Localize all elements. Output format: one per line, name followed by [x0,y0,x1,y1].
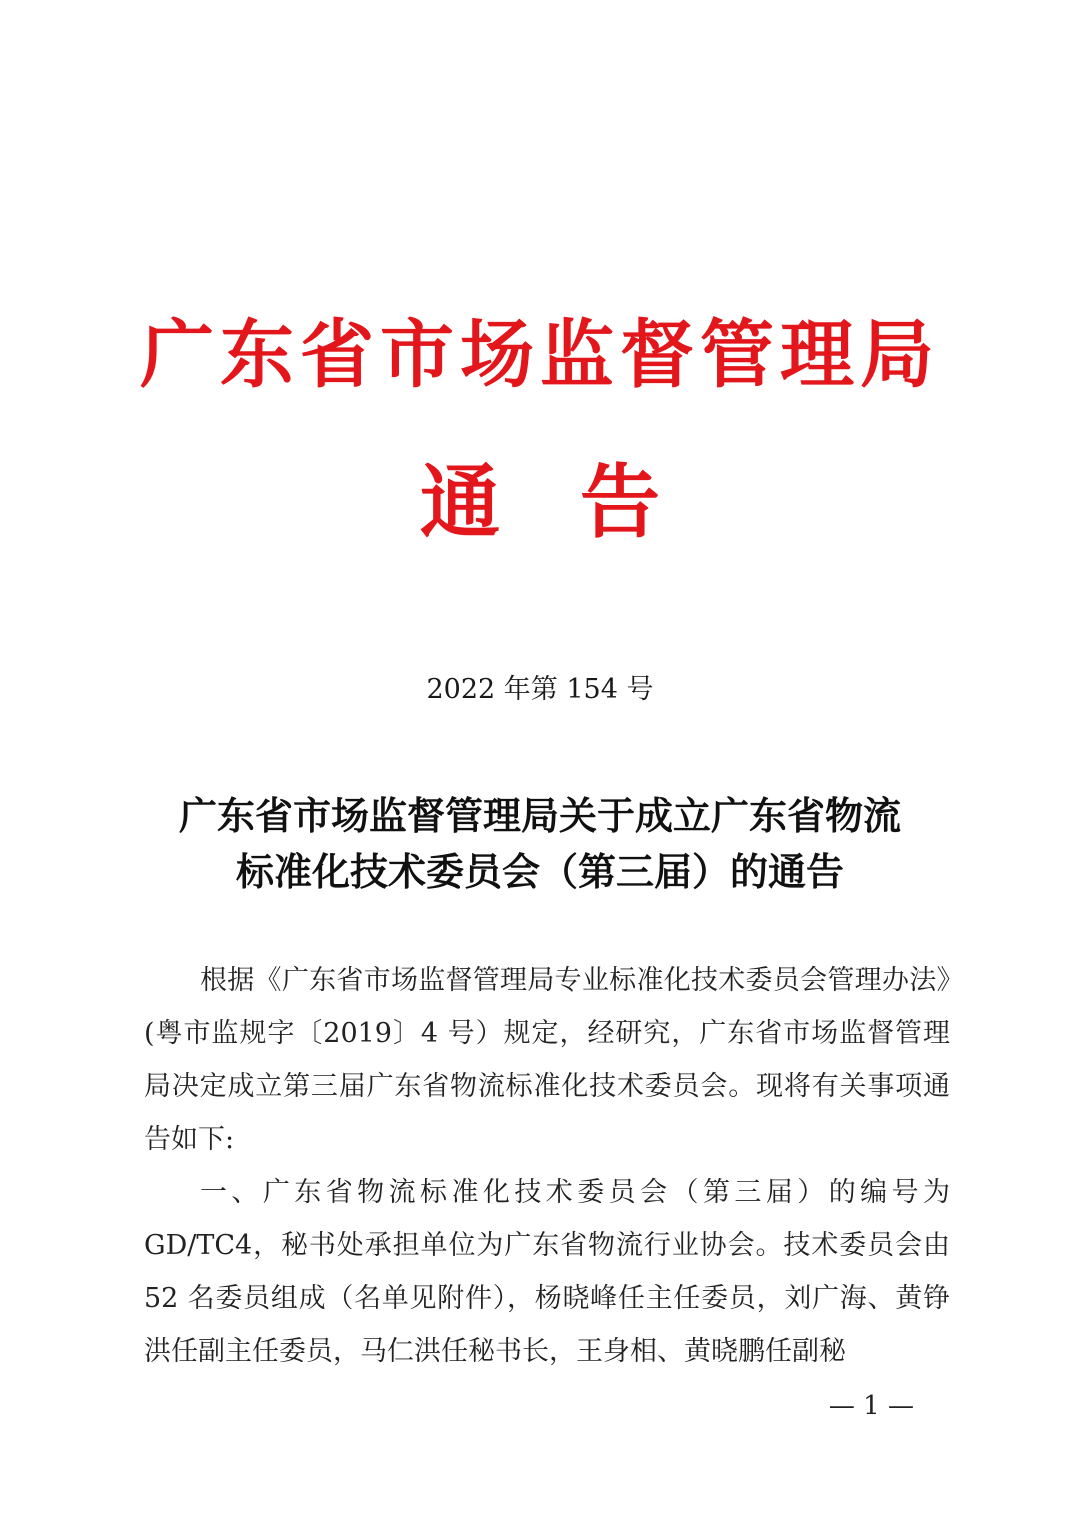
issuing-agency-header: 广东省市场监督管理局 [140,312,940,398]
title-line-1: 广东省市场监督管理局关于成立广东省物流 [178,793,901,838]
document-body [144,954,950,1378]
doc-type-char-2: 告 [580,455,660,549]
title-line-2: 标准化技术委员会（第三届）的通告 [235,849,844,894]
page-number: — 1 — [828,1391,914,1421]
document-type-heading [0,452,1080,552]
body-paragraph-1: 根据《广东省市场监督管理局专业标准化技术委员会管理办法》(粤市监规字〔2019〕4 号）规定，经研究，广东省市场监督管理局决定成立第三届广东省物流标准化技术委员会。现将有关事项通告如下: [144,965,950,1155]
doc-type-char-1: 通 [420,455,500,549]
body-paragraph-2: 一、广东省物流标准化技术委员会（第三届）的编号为GD/TC4，秘书处承担单位为广东省物流行业协会。技术委员会由 52 名委员组成（名单见附件），杨晓峰任主任委员，刘广海、黄铮洪任副主任委员，马仁洪任秘书长，王身相、黄晓鹏任副秘 [144,1177,950,1367]
document-number: 2022 年第 154 号 [426,674,654,705]
document-title [0,788,1080,900]
